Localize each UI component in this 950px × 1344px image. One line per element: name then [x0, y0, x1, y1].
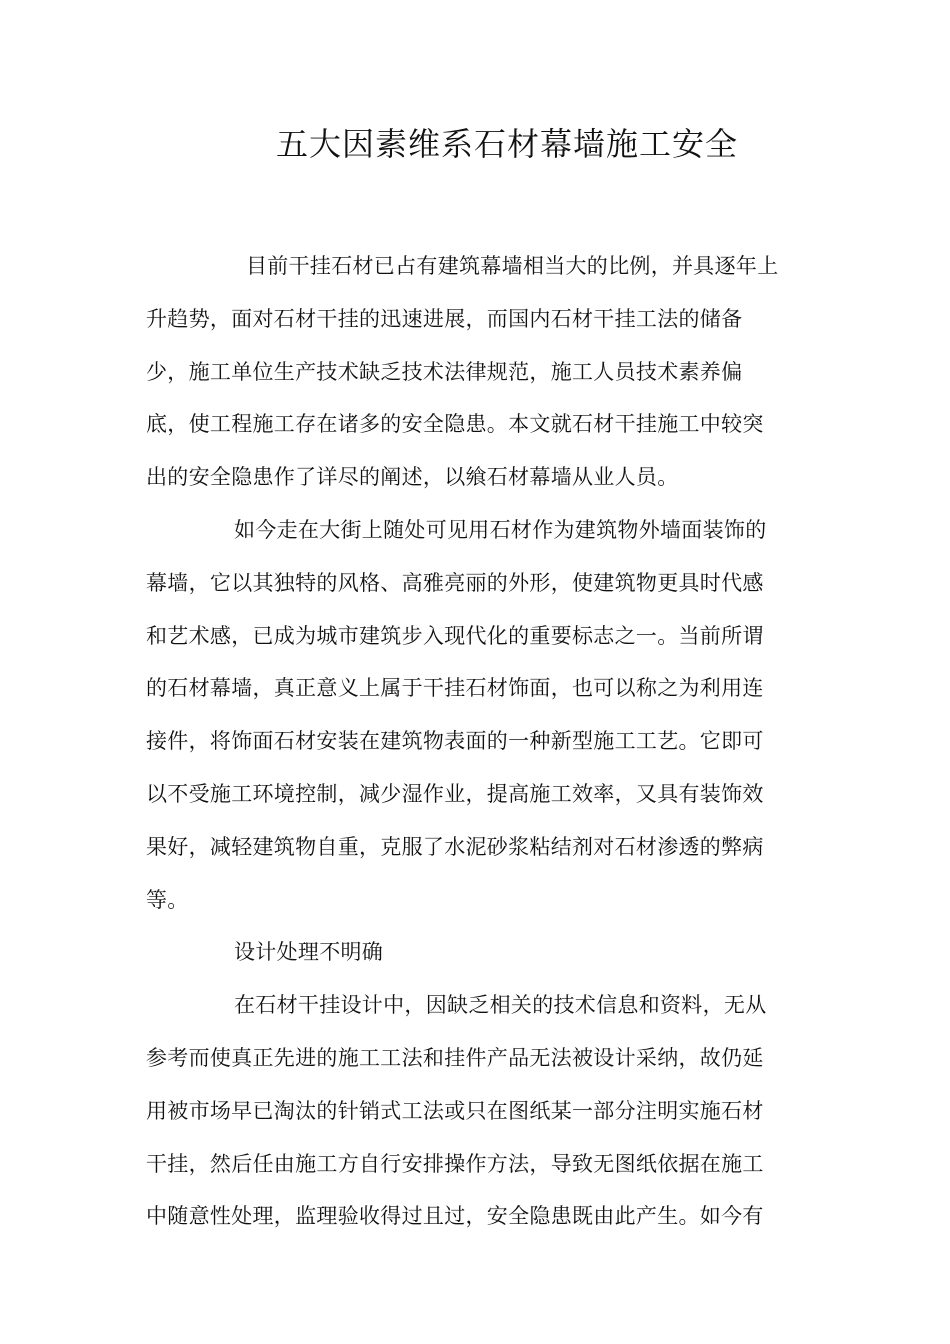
paragraph-line: 底，使工程施工存在诸多的安全隐患。本文就石材干挂施工中较突: [146, 412, 764, 437]
paragraph-line: 接件，将饰面石材安装在建筑物表面的一种新型施工工艺。它即可: [146, 729, 764, 754]
section-heading: 设计处理不明确: [234, 940, 384, 965]
paragraph-line: 在石材干挂设计中，因缺乏相关的技术信息和资料，无从: [234, 993, 767, 1018]
paragraph-line: 和艺术感，已成为城市建筑步入现代化的重要标志之一。当前所谓: [146, 623, 764, 648]
paragraph-line: 果好，减轻建筑物自重，克服了水泥砂浆粘结剂对石材渗透的弊病: [146, 834, 764, 859]
paragraph-line: 少，施工单位生产技术缺乏技术法律规范，施工人员技术素养偏: [146, 359, 743, 384]
paragraph-line: 等。: [146, 887, 189, 912]
paragraph-line: 幕墙，它以其独特的风格、高雅亮丽的外形，使建筑物更具时代感: [146, 570, 764, 595]
paragraph-line: 的石材幕墙，真正意义上属于干挂石材饰面，也可以称之为利用连: [146, 676, 764, 701]
document-body: [146, 240, 806, 1243]
paragraph-line: 参考而使真正先进的施工工法和挂件产品无法被设计采纳，故仍延: [146, 1045, 764, 1070]
paragraph-line: 中随意性处理，监理验收得过且过，安全隐患既由此产生。如今有: [146, 1204, 764, 1229]
paragraph-line: 升趋势，面对石材干挂的迅速进展，而国内石材干挂工法的储备: [146, 306, 743, 331]
paragraph-line: 目前干挂石材已占有建筑幕墙相当大的比例，并具逐年上: [246, 254, 779, 278]
paragraph-line: 如今走在大街上随处可见用石材作为建筑物外墙面装饰的: [234, 517, 767, 542]
paragraph-line: 用被市场早已淘汰的针销式工法或只在图纸某一部分注明实施石材: [146, 1098, 764, 1123]
paragraph-line: 出的安全隐患作了详尽的阐述，以飨石材幕墙从业人员。: [146, 465, 679, 490]
paragraph-line: 以不受施工环境控制，减少湿作业，提高施工效率，又具有装饰效: [146, 781, 764, 806]
document-title: 五大因素维系石材幕墙施工安全: [276, 125, 739, 163]
paragraph-line: 干挂，然后任由施工方自行安排操作方法，导致无图纸依据在施工: [146, 1151, 764, 1176]
